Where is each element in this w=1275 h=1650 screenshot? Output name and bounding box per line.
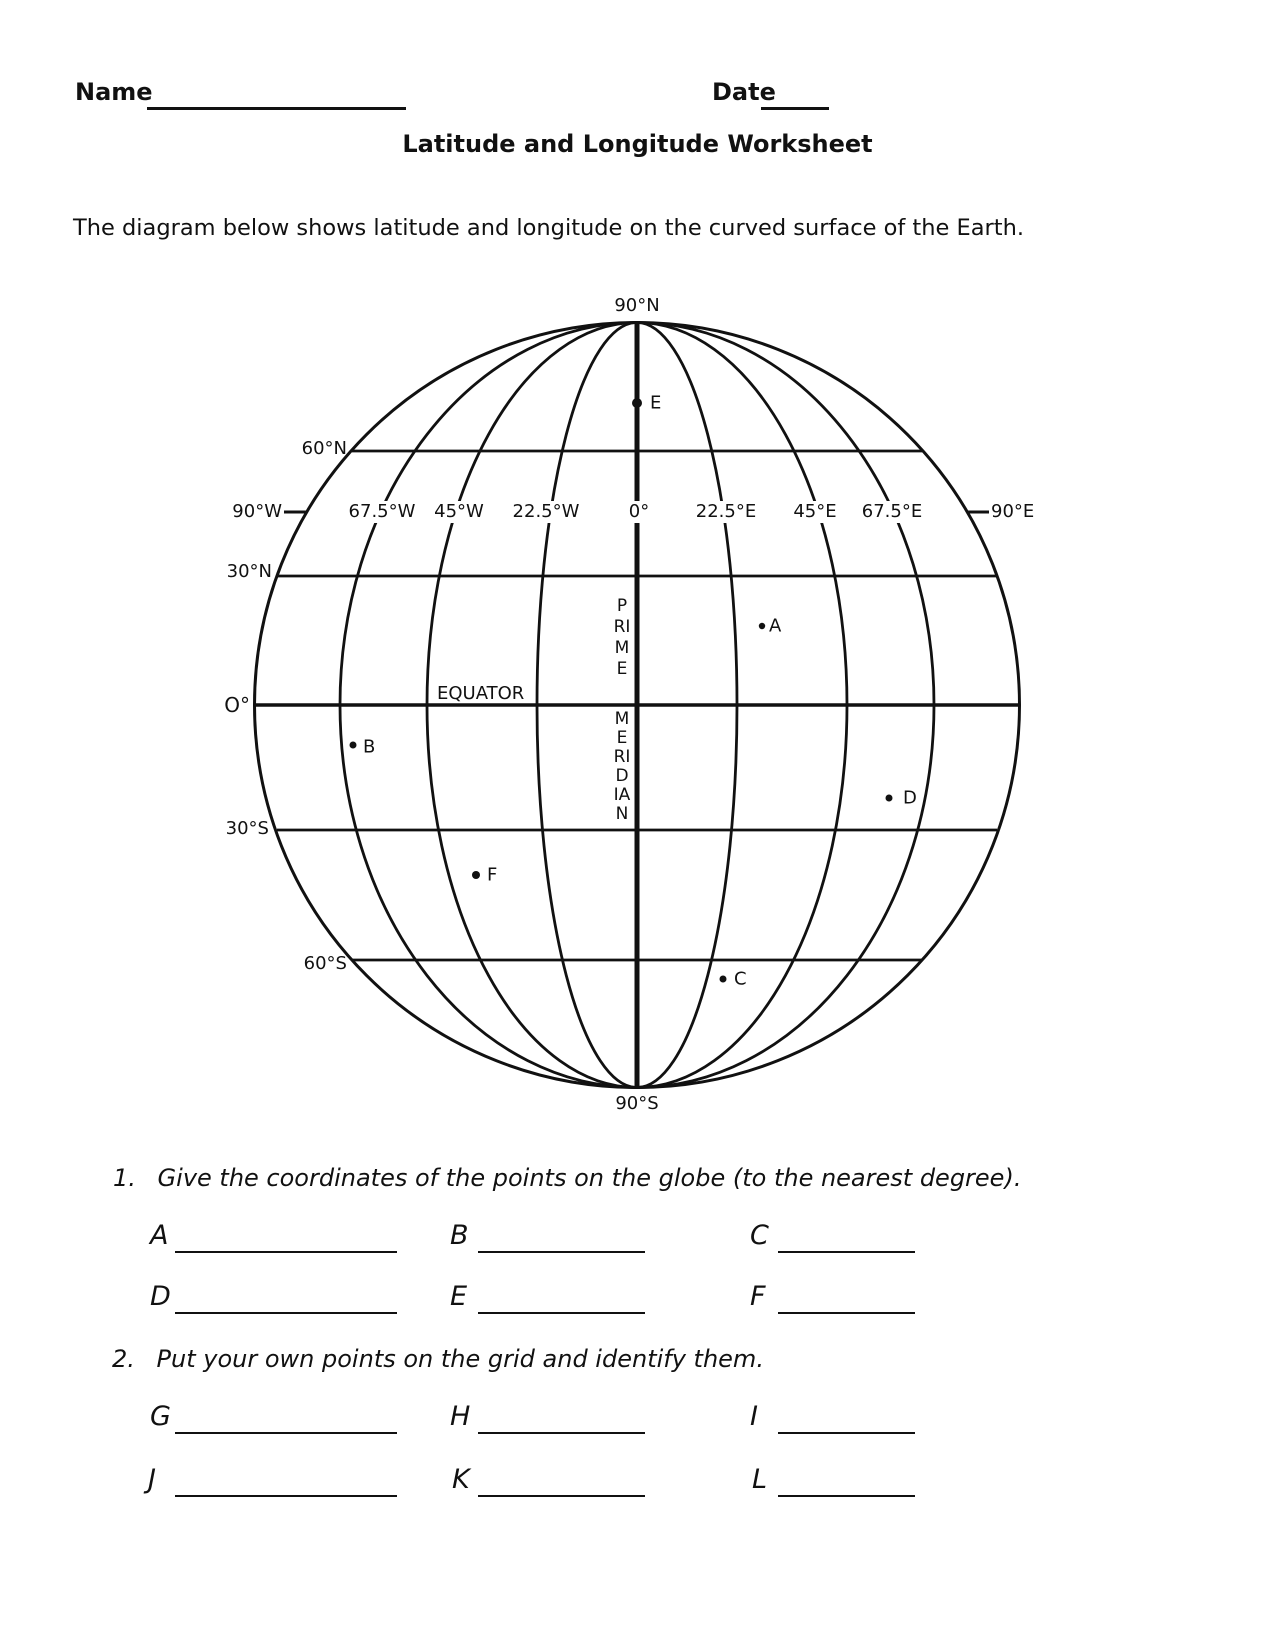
- answer-blank-i: [778, 1400, 915, 1434]
- answer-blank-h: [478, 1400, 645, 1434]
- longitude-label-22w: 22.5°W: [509, 501, 584, 523]
- question-1-line: [113, 1163, 1021, 1193]
- question-2-number: 2.: [112, 1345, 135, 1373]
- point-dot-b: [350, 742, 357, 749]
- prime-meridian-word-prime: PRIME: [613, 596, 631, 679]
- question-1-number: 1.: [113, 1164, 136, 1192]
- answer-letter-f: F: [750, 1281, 766, 1312]
- answer-letter-c: C: [750, 1220, 769, 1251]
- point-dot-a: [759, 623, 765, 629]
- point-label-f: F: [487, 864, 498, 886]
- question-2-text: Put your own points on the grid and identify them.: [156, 1345, 764, 1373]
- longitude-label-45w: 45°W: [430, 501, 488, 523]
- answer-letter-i: I: [750, 1401, 758, 1432]
- answer-row-abc: [0, 1219, 1100, 1253]
- answer-blank-a: [175, 1219, 397, 1253]
- answer-letter-k: K: [452, 1464, 470, 1495]
- intro-text: The diagram below shows latitude and longitude on the curved surface of the Earth.: [73, 215, 1024, 241]
- latitude-label-30n: 30°N: [226, 561, 272, 582]
- answer-row-def: [0, 1280, 1100, 1314]
- worksheet-title: Latitude and Longitude Worksheet: [402, 130, 873, 158]
- answer-letter-g: G: [150, 1401, 171, 1432]
- question-2-line: [112, 1344, 764, 1374]
- answer-row-jkl: [0, 1463, 1100, 1497]
- answer-letter-h: H: [450, 1401, 471, 1432]
- longitude-label-67e: 67.5°E: [858, 501, 926, 523]
- point-dot-c: [720, 976, 727, 983]
- equator-label: EQUATOR: [437, 683, 525, 704]
- longitude-label-90e: 90°E: [991, 501, 1035, 522]
- point-dot-f: [472, 871, 480, 879]
- point-label-b: B: [363, 736, 376, 758]
- longitude-label-45e: 45°E: [789, 501, 840, 523]
- answer-letter-j: J: [148, 1464, 156, 1495]
- name-label: Name: [75, 78, 153, 106]
- longitude-label-0: 0°: [625, 501, 653, 523]
- latitude-label-30s: 30°S: [225, 818, 269, 839]
- question-1-text: Give the coordinates of the points on the globe (to the nearest degree).: [157, 1164, 1022, 1192]
- longitude-label-67w: 67.5°W: [345, 501, 420, 523]
- answer-letter-a: A: [150, 1220, 169, 1251]
- latitude-label-60s: 60°S: [303, 953, 347, 974]
- answer-letter-b: B: [450, 1220, 469, 1251]
- point-label-a: A: [769, 615, 782, 637]
- answer-blank-j: [175, 1463, 397, 1497]
- point-label-e: E: [650, 392, 662, 414]
- answer-blank-l: [778, 1463, 915, 1497]
- answer-blank-e: [478, 1280, 645, 1314]
- pole-label-90s: 90°S: [615, 1093, 659, 1114]
- answer-letter-d: D: [150, 1281, 171, 1312]
- date-label: Date: [712, 78, 776, 106]
- answer-row-ghi: [0, 1400, 1100, 1434]
- latitude-label-60n: 60°N: [301, 438, 347, 459]
- answer-letter-e: E: [450, 1281, 468, 1312]
- point-label-d: D: [903, 787, 917, 809]
- longitude-label-22e: 22.5°E: [692, 501, 760, 523]
- answer-blank-f: [778, 1280, 915, 1314]
- answer-blank-c: [778, 1219, 915, 1253]
- pole-label-90n: 90°N: [614, 295, 660, 316]
- answer-letter-l: L: [752, 1464, 768, 1495]
- point-dot-d: [886, 795, 893, 802]
- point-dot-e: [632, 398, 642, 408]
- point-label-c: C: [734, 968, 747, 990]
- longitude-label-90w: 90°W: [232, 501, 282, 522]
- answer-blank-g: [175, 1400, 397, 1434]
- answer-blank-d: [175, 1280, 397, 1314]
- answer-blank-b: [478, 1219, 645, 1253]
- prime-meridian-word-meridian: MERIDIAN: [613, 709, 631, 824]
- latitude-label-0: O°: [224, 693, 250, 717]
- answer-blank-k: [478, 1463, 645, 1497]
